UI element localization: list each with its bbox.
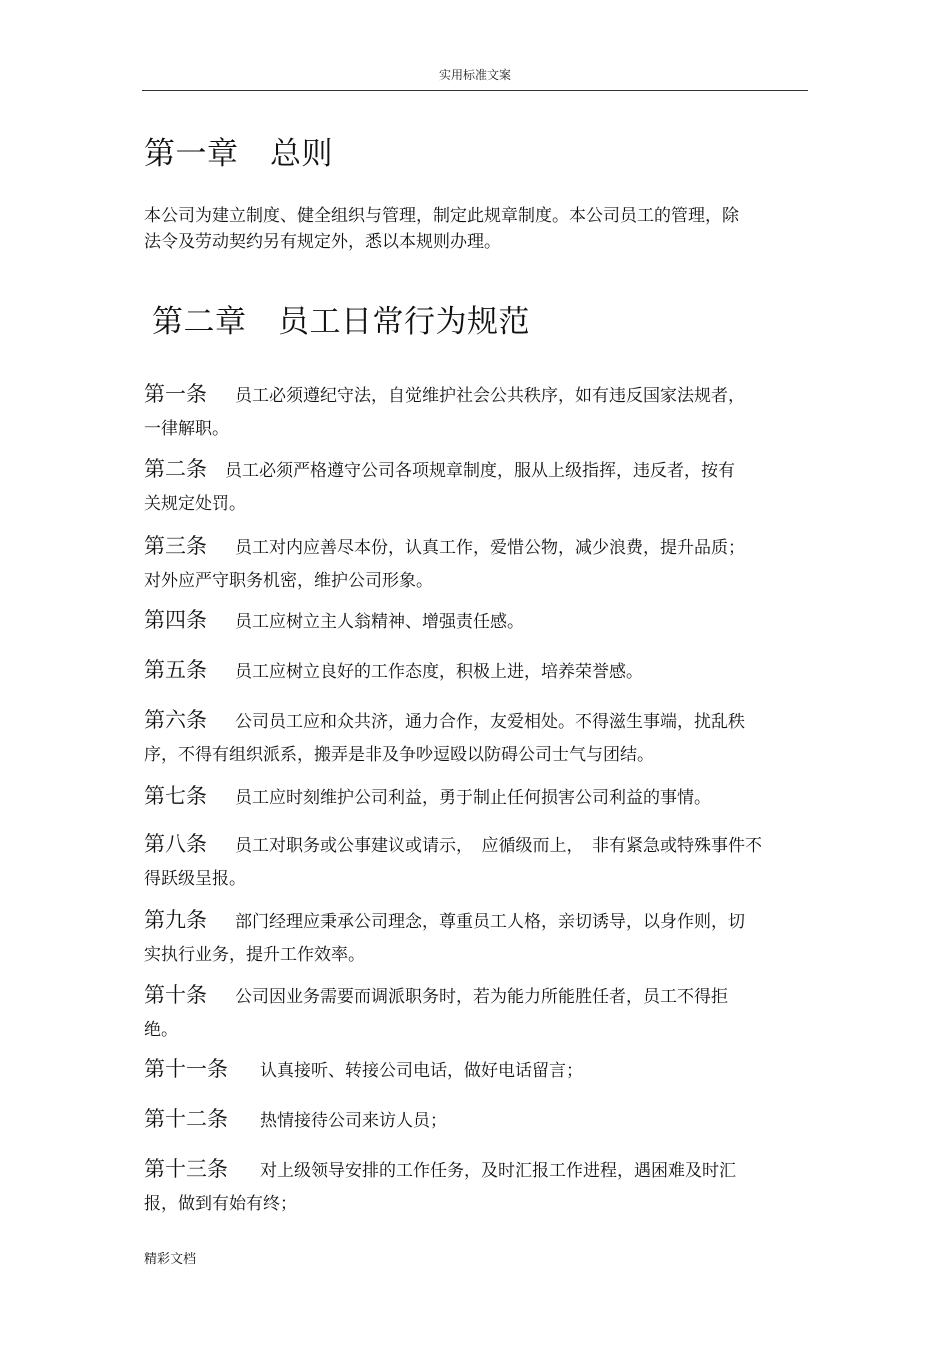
page-footer: 精彩文档 [144,1252,197,1267]
article-text-line-1: 员工对内应善尽本份，认真工作，爱惜公物，减少浪费，提升品质； [235,538,745,558]
article-10 [144,979,814,1040]
header-rule [142,90,808,91]
article-text-line-2: 报，做到有始有终； [144,1194,297,1214]
article-text-line-1: 对上级领导安排的工作任务，及时汇报工作进程，遇困难及时汇 [260,1161,736,1181]
article-label: 第十三条 [144,1157,228,1181]
article-text-line-2: 实执行业务，提升工作效率。 [144,945,365,965]
article-text-line-1: 员工应时刻维护公司利益，勇于制止任何损害公司利益的事情。 [235,788,711,808]
article-text-line-1: 员工必须遵纪守法，自觉维护社会公共秩序，如有违反国家法规者， [235,386,745,406]
article-text-line-2: 序，不得有组织派系，搬弄是非及争吵逗殴以防碍公司士气与团结。 [144,745,654,765]
article-label: 第七条 [144,784,207,808]
article-label: 第十条 [144,983,207,1007]
article-label: 第十二条 [144,1107,228,1131]
article-text-line-2: 得跃级呈报。 [144,869,246,889]
article-8 [144,828,814,889]
article-label: 第九条 [144,908,207,932]
article-text-line-1: 热情接待公司来访人员； [260,1111,447,1131]
article-text-line-2: 一律解职。 [144,419,229,439]
article-text-line-1: 公司员工应和众共济，通力合作，友爱相处。不得滋生事端，扰乱秩 [235,712,745,732]
article-2 [144,453,814,514]
article-label: 第三条 [144,534,207,558]
chapter-1-intro-line-2: 法令及劳动契约另有规定外，悉以本规则办理。 [144,232,501,252]
article-1 [144,378,814,439]
article-label: 第六条 [144,708,207,732]
article-6 [144,704,814,765]
article-5 [144,654,814,684]
article-label: 第十一条 [144,1057,228,1081]
article-label: 第一条 [144,382,207,406]
article-label: 第五条 [144,658,207,682]
article-label: 第四条 [144,608,207,632]
article-text-line-2: 对外应严守职务机密，维护公司形象。 [144,571,433,591]
article-12 [144,1103,814,1133]
article-text-line-1: 员工应树立主人翁精神、增强责任感。 [235,612,524,632]
article-text-line-2: 绝。 [144,1020,178,1040]
article-4 [144,604,814,634]
article-13 [144,1153,814,1214]
page-header: 实用标准文案 [438,68,511,82]
article-text-line-1: 员工对职务或公事建议或请示， 应循级而上， 非有紧急或特殊事件不 [235,836,762,856]
article-9 [144,904,814,965]
article-label: 第二条 [144,457,207,481]
article-text-line-1: 部门经理应秉承公司理念，尊重员工人格，亲切诱导，以身作则，切 [235,912,745,932]
article-7 [144,780,814,810]
chapter-1-intro-line-1: 本公司为建立制度、健全组织与管理，制定此规章制度。本公司员工的管理，除 [144,206,739,226]
article-text-line-1: 员工应树立良好的工作态度，积极上进，培养荣誉感。 [235,662,643,682]
article-text-line-2: 关规定处罚。 [144,494,246,514]
article-text-line-1: 认真接听、转接公司电话，做好电话留言； [260,1061,583,1081]
chapter-2-title: 第二章 员工日常行为规范 [152,304,530,340]
chapter-1-title: 第一章 总则 [144,136,333,172]
article-label: 第八条 [144,832,207,856]
article-11 [144,1053,814,1083]
article-text-line-1: 公司因业务需要而调派职务时，若为能力所能胜任者，员工不得拒 [235,987,728,1007]
article-text-line-1: 员工必须严格遵守公司各项规章制度，服从上级指挥，违反者，按有 [225,461,735,481]
article-3 [144,530,814,591]
